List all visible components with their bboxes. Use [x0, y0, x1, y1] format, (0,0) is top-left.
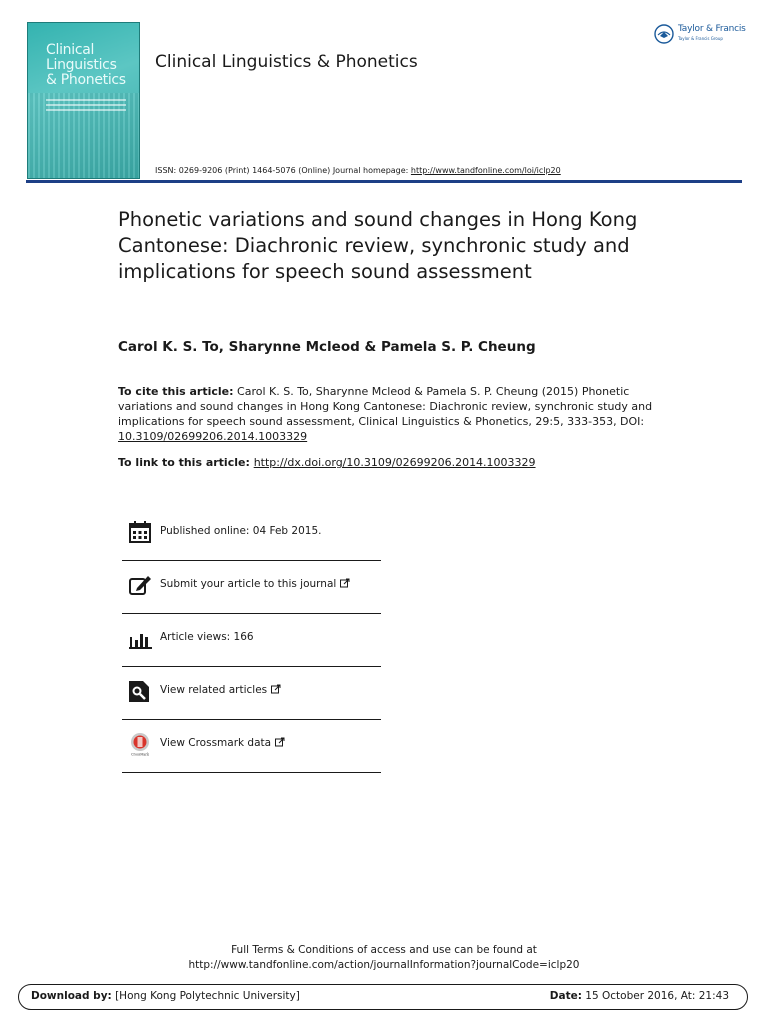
article-views-label: Article views: 166 [160, 631, 254, 643]
search-document-icon [128, 679, 152, 703]
download-by-label: Download by: [31, 990, 112, 1002]
bar-chart-icon [128, 626, 152, 650]
crossmark-caption: CrossMark [131, 752, 149, 756]
issn-line [155, 166, 561, 175]
article-title: Phonetic variations and sound changes in Hong Kong Cantonese: Diachronic review, synchronic study and implications for speech sound assessment [118, 208, 638, 283]
article-link-label: To link to this article: [118, 456, 254, 469]
calendar-icon [128, 520, 152, 544]
citation-block [118, 384, 653, 444]
submit-article-row[interactable] [122, 561, 381, 614]
article-doi-link[interactable]: http://dx.doi.org/10.3109/02699206.2014.1003329 [253, 456, 536, 469]
external-link-icon [340, 578, 350, 588]
submit-article-link[interactable] [160, 578, 350, 590]
cover-decoration [46, 99, 126, 114]
related-articles-link[interactable] [160, 684, 281, 696]
citation-label: To cite this article: [118, 385, 234, 398]
external-link-icon [275, 737, 285, 747]
terms-line-1: Full Terms & Conditions of access and use can be found at [231, 944, 537, 956]
article-authors: Carol K. S. To, Sharynne Mcleod & Pamela S. P. Cheung [118, 339, 536, 355]
cover-title: Clinical Linguistics & Phonetics [46, 42, 126, 88]
journal-name: Clinical Linguistics & Phonetics [155, 52, 418, 72]
download-date [550, 990, 729, 1002]
crossmark-link[interactable] [160, 737, 285, 749]
journal-cover-image [27, 22, 140, 179]
crossmark-label: View Crossmark data [160, 737, 272, 749]
crossmark-row[interactable] [122, 720, 381, 773]
submit-article-label: Submit your article to this journal [160, 578, 337, 590]
related-articles-label: View related articles [160, 684, 268, 696]
edit-icon [128, 573, 152, 597]
header-divider [26, 180, 742, 183]
article-info-list [122, 508, 381, 773]
download-date-value: 15 October 2016, At: 21:43 [581, 990, 729, 1002]
article-link-line [118, 456, 536, 469]
citation-text: Carol K. S. To, Sharynne Mcleod & Pamela S. P. Cheung (2015) Phonetic variations and sound changes in Hong Kong Cantonese: Diachronic review, synchronic study and implications for speech sound assessment, Clinical Linguistics & Phonetics, 29:5, 333-353, DOI: [118, 385, 653, 428]
external-link-icon [271, 684, 281, 694]
publisher-name: Taylor & Francis [678, 24, 746, 34]
terms-url: http://www.tandfonline.com/action/journalInformation?journalCode=iclp20 [188, 959, 580, 971]
published-online-row [122, 508, 381, 561]
download-by [31, 990, 300, 1002]
issn-text: ISSN: 0269-9206 (Print) 1464-5076 (Online) Journal homepage: [155, 166, 411, 175]
download-date-label: Date: [549, 990, 582, 1002]
published-online-label: Published online: 04 Feb 2015. [160, 525, 322, 537]
citation-doi-link[interactable]: 10.3109/02699206.2014.1003329 [118, 430, 308, 443]
article-views-row [122, 614, 381, 667]
journal-homepage-link[interactable]: http://www.tandfonline.com/loi/iclp20 [410, 166, 561, 175]
publisher-logo [654, 22, 754, 48]
taylor-francis-logo-icon [654, 24, 674, 44]
terms-notice [0, 943, 768, 973]
publisher-subtitle: Taylor & Francis Group [678, 36, 723, 41]
download-by-value: [Hong Kong Polytechnic University] [111, 990, 300, 1002]
related-articles-row[interactable] [122, 667, 381, 720]
crossmark-icon [128, 732, 152, 756]
download-info-bar [18, 984, 748, 1010]
